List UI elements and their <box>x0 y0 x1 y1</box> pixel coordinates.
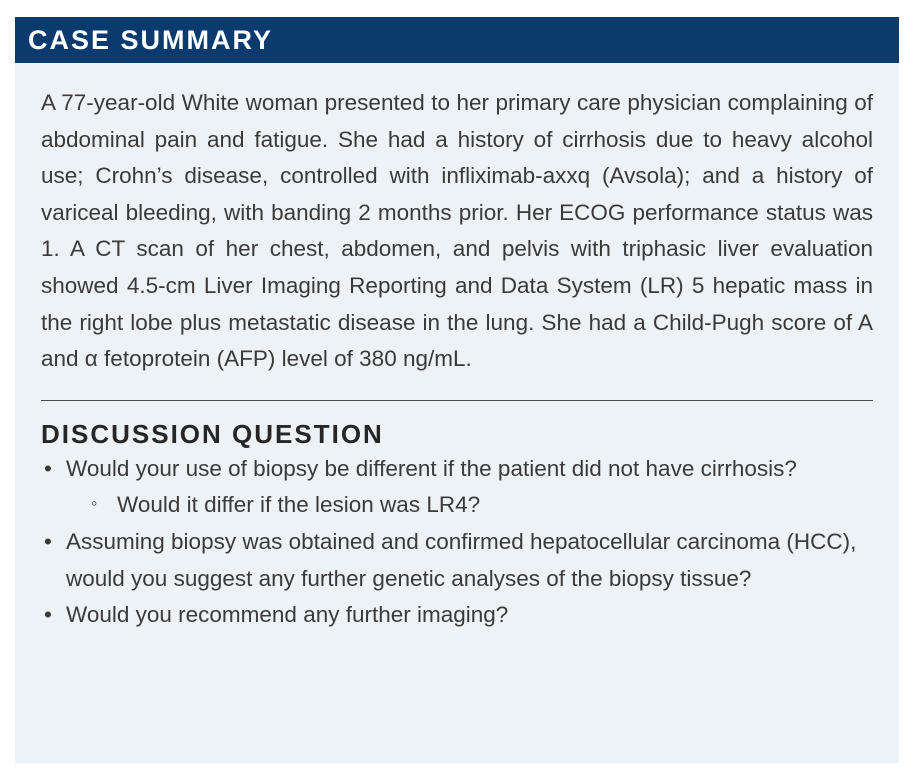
bullet-icon: • <box>44 528 52 554</box>
question-item <box>41 451 873 524</box>
question-list <box>15 451 899 634</box>
bullet-icon: • <box>44 455 52 481</box>
sub-question-item <box>66 487 873 524</box>
case-summary-text: A 77-year-old White woman presented to her primary care physician complaining of abdominal pain and fatigue. She had a history of cirrhosis due to heavy alcohol use; Crohn’s disease, controlled with infliximab-axxq (Avsola); and a history of variceal bleeding, with banding 2 months prior. Her ECOG performance status was 1. A CT scan of her chest, abdomen, and pelvis with triphasic liver evaluation showed 4.5-cm Liver Imaging Reporting and Data System (LR) 5 hepatic mass in the right lobe plus metastatic disease in the lung. She had a Child-Pugh score of A and α fetoprotein (AFP) level of 380 ng/mL. <box>41 90 873 372</box>
sub-question-text: Would it differ if the lesion was LR4? <box>117 492 481 518</box>
hollow-bullet-icon: ◦ <box>91 493 98 514</box>
case-summary-panel <box>15 17 899 763</box>
question-item <box>41 597 873 634</box>
question-item <box>41 524 873 597</box>
discussion-question-title: DISCUSSION QUESTION <box>41 418 384 449</box>
header-bar <box>15 17 899 63</box>
case-summary-title: CASE SUMMARY <box>28 24 274 55</box>
section-divider <box>41 400 873 401</box>
question-text: Would you recommend any further imaging? <box>66 602 509 628</box>
sub-question-list <box>66 487 873 524</box>
bullet-icon: • <box>44 602 52 628</box>
question-text: Assuming biopsy was obtained and confirmed hepatocellular carcinoma (HCC), would you suggest any further genetic analyses of the biopsy tissue? <box>66 528 857 591</box>
question-text: Would your use of biopsy be different if the patient did not have cirrhosis? <box>66 455 797 481</box>
